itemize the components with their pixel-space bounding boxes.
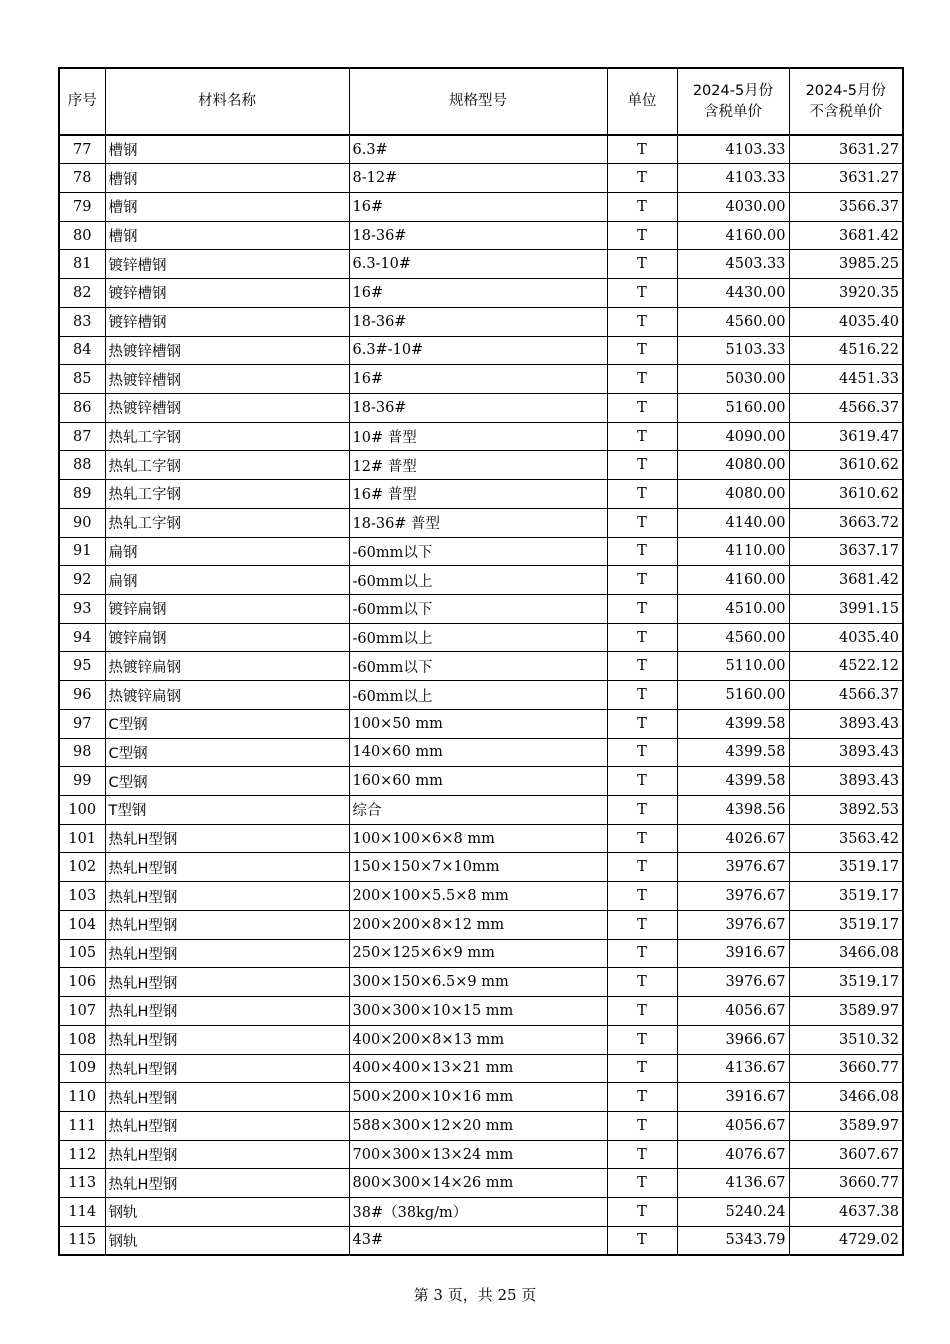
cell-no: 114	[59, 1198, 105, 1227]
cell-no: 77	[59, 135, 105, 164]
table-row	[59, 1198, 903, 1227]
cell-price-notax: 3631.27	[789, 164, 903, 193]
cell-unit: T	[607, 279, 677, 308]
table-row	[59, 796, 903, 825]
cell-no: 96	[59, 681, 105, 710]
cell-no: 94	[59, 623, 105, 652]
cell-name: 热镀锌扁钢	[105, 681, 349, 710]
cell-spec: 18-36# 普型	[349, 508, 607, 537]
cell-price-tax: 4080.00	[677, 480, 789, 509]
table-row	[59, 250, 903, 279]
cell-spec: 18-36#	[349, 221, 607, 250]
cell-unit: T	[607, 135, 677, 164]
cell-spec: 400×400×13×21 mm	[349, 1054, 607, 1083]
table-row	[59, 279, 903, 308]
cell-unit: T	[607, 939, 677, 968]
cell-name: 热轧H型钢	[105, 853, 349, 882]
cell-price-notax: 4637.38	[789, 1198, 903, 1227]
cell-name: 热轧工字钢	[105, 480, 349, 509]
cell-price-tax: 4560.00	[677, 623, 789, 652]
cell-name: 热轧H型钢	[105, 882, 349, 911]
table-row	[59, 480, 903, 509]
price-table	[58, 67, 904, 1256]
cell-spec: -60mm以上	[349, 623, 607, 652]
cell-name: 镀锌槽钢	[105, 279, 349, 308]
cell-price-tax: 3976.67	[677, 853, 789, 882]
cell-price-notax: 3610.62	[789, 451, 903, 480]
cell-unit: T	[607, 681, 677, 710]
table-row	[59, 1111, 903, 1140]
header-price-tax	[677, 68, 789, 135]
cell-spec: 43#	[349, 1226, 607, 1255]
cell-name: 槽钢	[105, 135, 349, 164]
cell-name: 热镀锌扁钢	[105, 652, 349, 681]
cell-price-notax: 3681.42	[789, 566, 903, 595]
table-row	[59, 681, 903, 710]
cell-spec: 18-36#	[349, 393, 607, 422]
cell-spec: 18-36#	[349, 307, 607, 336]
header-spec: 规格型号	[349, 68, 607, 135]
cell-name: 热镀锌槽钢	[105, 336, 349, 365]
cell-name: 钢轨	[105, 1226, 349, 1255]
cell-no: 78	[59, 164, 105, 193]
header-price-notax-line2: 不含税单价	[809, 103, 882, 120]
cell-name: 槽钢	[105, 221, 349, 250]
cell-name: 扁钢	[105, 537, 349, 566]
table-row	[59, 1083, 903, 1112]
cell-price-tax: 4160.00	[677, 566, 789, 595]
cell-no: 107	[59, 997, 105, 1026]
cell-no: 89	[59, 480, 105, 509]
cell-price-tax: 4503.33	[677, 250, 789, 279]
cell-spec: 38#（38kg/m）	[349, 1198, 607, 1227]
cell-unit: T	[607, 1198, 677, 1227]
table-row	[59, 997, 903, 1026]
cell-name: 热轧H型钢	[105, 824, 349, 853]
cell-no: 90	[59, 508, 105, 537]
cell-price-notax: 3637.17	[789, 537, 903, 566]
cell-price-notax: 3619.47	[789, 422, 903, 451]
table-row	[59, 595, 903, 624]
cell-price-notax: 4729.02	[789, 1226, 903, 1255]
cell-price-notax: 3566.37	[789, 192, 903, 221]
header-no: 序号	[59, 68, 105, 135]
cell-no: 113	[59, 1169, 105, 1198]
cell-unit: T	[607, 1083, 677, 1112]
cell-no: 87	[59, 422, 105, 451]
cell-name: 镀锌槽钢	[105, 307, 349, 336]
page-footer: 第 3 页，共 25 页	[413, 1286, 537, 1304]
cell-name: 热轧H型钢	[105, 1025, 349, 1054]
cell-price-tax: 5030.00	[677, 365, 789, 394]
cell-name: C型钢	[105, 767, 349, 796]
cell-spec: 500×200×10×16 mm	[349, 1083, 607, 1112]
cell-unit: T	[607, 451, 677, 480]
cell-name: C型钢	[105, 738, 349, 767]
cell-no: 104	[59, 910, 105, 939]
cell-price-notax: 3991.15	[789, 595, 903, 624]
cell-name: 热轧H型钢	[105, 1111, 349, 1140]
cell-spec: 16#	[349, 192, 607, 221]
cell-unit: T	[607, 393, 677, 422]
cell-name: 热轧H型钢	[105, 1054, 349, 1083]
cell-no: 106	[59, 968, 105, 997]
cell-unit: T	[607, 595, 677, 624]
table-row	[59, 451, 903, 480]
table-row	[59, 221, 903, 250]
cell-price-tax: 4560.00	[677, 307, 789, 336]
cell-price-notax: 4516.22	[789, 336, 903, 365]
cell-no: 112	[59, 1140, 105, 1169]
table-row	[59, 365, 903, 394]
cell-unit: T	[607, 1226, 677, 1255]
cell-spec: -60mm以上	[349, 681, 607, 710]
cell-unit: T	[607, 480, 677, 509]
cell-price-notax: 3893.43	[789, 709, 903, 738]
cell-unit: T	[607, 882, 677, 911]
table-body	[59, 135, 903, 1255]
cell-price-notax: 3589.97	[789, 997, 903, 1026]
cell-unit: T	[607, 968, 677, 997]
cell-price-tax: 3916.67	[677, 1083, 789, 1112]
table-row	[59, 709, 903, 738]
cell-price-notax: 3519.17	[789, 968, 903, 997]
cell-price-notax: 3510.32	[789, 1025, 903, 1054]
cell-name: 热轧H型钢	[105, 910, 349, 939]
cell-no: 111	[59, 1111, 105, 1140]
cell-price-notax: 3892.53	[789, 796, 903, 825]
cell-no: 86	[59, 393, 105, 422]
cell-unit: T	[607, 997, 677, 1026]
cell-no: 115	[59, 1226, 105, 1255]
cell-spec: -60mm以上	[349, 566, 607, 595]
table-row	[59, 853, 903, 882]
cell-price-tax: 5240.24	[677, 1198, 789, 1227]
cell-spec: 300×300×10×15 mm	[349, 997, 607, 1026]
cell-price-tax: 3976.67	[677, 882, 789, 911]
table-header	[59, 68, 903, 135]
cell-no: 88	[59, 451, 105, 480]
cell-name: 镀锌扁钢	[105, 595, 349, 624]
cell-price-tax: 3976.67	[677, 910, 789, 939]
cell-no: 93	[59, 595, 105, 624]
cell-name: C型钢	[105, 709, 349, 738]
cell-name: 热轧H型钢	[105, 1140, 349, 1169]
cell-spec: 综合	[349, 796, 607, 825]
cell-spec: -60mm以下	[349, 595, 607, 624]
cell-no: 83	[59, 307, 105, 336]
cell-no: 108	[59, 1025, 105, 1054]
cell-name: 扁钢	[105, 566, 349, 595]
cell-unit: T	[607, 336, 677, 365]
table-row	[59, 1169, 903, 1198]
cell-price-notax: 3663.72	[789, 508, 903, 537]
cell-name: 热轧H型钢	[105, 997, 349, 1026]
cell-name: 热轧工字钢	[105, 422, 349, 451]
cell-price-tax: 4136.67	[677, 1169, 789, 1198]
cell-spec: 16#	[349, 365, 607, 394]
cell-name: 热轧H型钢	[105, 1083, 349, 1112]
cell-unit: T	[607, 1054, 677, 1083]
cell-spec: 6.3-10#	[349, 250, 607, 279]
header-price-tax-line1: 2024-5月份	[692, 82, 774, 99]
cell-price-tax: 4090.00	[677, 422, 789, 451]
cell-unit: T	[607, 250, 677, 279]
cell-name: 热轧H型钢	[105, 939, 349, 968]
cell-unit: T	[607, 365, 677, 394]
cell-no: 102	[59, 853, 105, 882]
cell-price-tax: 3976.67	[677, 968, 789, 997]
cell-unit: T	[607, 508, 677, 537]
table-row	[59, 422, 903, 451]
cell-unit: T	[607, 1025, 677, 1054]
cell-price-tax: 4026.67	[677, 824, 789, 853]
cell-spec: 200×100×5.5×8 mm	[349, 882, 607, 911]
cell-price-notax: 3519.17	[789, 882, 903, 911]
cell-no: 84	[59, 336, 105, 365]
cell-price-notax: 4035.40	[789, 307, 903, 336]
cell-name: 镀锌扁钢	[105, 623, 349, 652]
header-row	[59, 68, 903, 135]
cell-unit: T	[607, 1169, 677, 1198]
cell-price-notax: 4566.37	[789, 393, 903, 422]
cell-unit: T	[607, 652, 677, 681]
cell-no: 95	[59, 652, 105, 681]
cell-no: 81	[59, 250, 105, 279]
cell-spec: 6.3#	[349, 135, 607, 164]
table-row	[59, 1054, 903, 1083]
header-price-tax-line2: 含税单价	[704, 103, 762, 120]
table-row	[59, 307, 903, 336]
cell-spec: 10# 普型	[349, 422, 607, 451]
cell-unit: T	[607, 1111, 677, 1140]
cell-unit: T	[607, 164, 677, 193]
cell-name: 热轧H型钢	[105, 1169, 349, 1198]
cell-price-tax: 5110.00	[677, 652, 789, 681]
cell-unit: T	[607, 221, 677, 250]
cell-price-tax: 4399.58	[677, 738, 789, 767]
cell-price-tax: 4103.33	[677, 135, 789, 164]
cell-spec: 16# 普型	[349, 480, 607, 509]
cell-no: 105	[59, 939, 105, 968]
cell-spec: -60mm以下	[349, 652, 607, 681]
cell-price-notax: 3631.27	[789, 135, 903, 164]
cell-price-tax: 5160.00	[677, 393, 789, 422]
table-row	[59, 882, 903, 911]
cell-unit: T	[607, 767, 677, 796]
cell-unit: T	[607, 623, 677, 652]
cell-no: 97	[59, 709, 105, 738]
cell-no: 85	[59, 365, 105, 394]
cell-price-tax: 5103.33	[677, 336, 789, 365]
cell-price-notax: 3589.97	[789, 1111, 903, 1140]
cell-price-tax: 3916.67	[677, 939, 789, 968]
cell-price-notax: 3893.43	[789, 738, 903, 767]
cell-spec: 588×300×12×20 mm	[349, 1111, 607, 1140]
header-name: 材料名称	[105, 68, 349, 135]
cell-price-tax: 3966.67	[677, 1025, 789, 1054]
cell-price-notax: 4451.33	[789, 365, 903, 394]
cell-spec: 250×125×6×9 mm	[349, 939, 607, 968]
cell-price-notax: 3985.25	[789, 250, 903, 279]
cell-unit: T	[607, 796, 677, 825]
cell-price-notax: 4035.40	[789, 623, 903, 652]
cell-unit: T	[607, 192, 677, 221]
cell-price-tax: 4030.00	[677, 192, 789, 221]
cell-price-tax: 4399.58	[677, 709, 789, 738]
table-row	[59, 1025, 903, 1054]
cell-price-tax: 4136.67	[677, 1054, 789, 1083]
cell-no: 103	[59, 882, 105, 911]
cell-unit: T	[607, 853, 677, 882]
table-row	[59, 164, 903, 193]
cell-no: 99	[59, 767, 105, 796]
cell-spec: 100×100×6×8 mm	[349, 824, 607, 853]
cell-unit: T	[607, 738, 677, 767]
cell-price-notax: 3610.62	[789, 480, 903, 509]
cell-name: 热轧工字钢	[105, 508, 349, 537]
cell-spec: 140×60 mm	[349, 738, 607, 767]
cell-no: 98	[59, 738, 105, 767]
cell-price-notax: 3893.43	[789, 767, 903, 796]
cell-price-notax: 3607.67	[789, 1140, 903, 1169]
cell-price-notax: 3660.77	[789, 1054, 903, 1083]
cell-price-tax: 4398.56	[677, 796, 789, 825]
cell-unit: T	[607, 910, 677, 939]
cell-spec: 160×60 mm	[349, 767, 607, 796]
table-row	[59, 393, 903, 422]
cell-no: 80	[59, 221, 105, 250]
cell-spec: 6.3#-10#	[349, 336, 607, 365]
cell-no: 92	[59, 566, 105, 595]
table-row	[59, 968, 903, 997]
cell-unit: T	[607, 307, 677, 336]
cell-name: 钢轨	[105, 1198, 349, 1227]
table-row	[59, 566, 903, 595]
cell-no: 79	[59, 192, 105, 221]
cell-spec: 700×300×13×24 mm	[349, 1140, 607, 1169]
cell-price-tax: 5160.00	[677, 681, 789, 710]
cell-unit: T	[607, 422, 677, 451]
cell-spec: 12# 普型	[349, 451, 607, 480]
cell-spec: 8-12#	[349, 164, 607, 193]
cell-price-notax: 4522.12	[789, 652, 903, 681]
table-row	[59, 623, 903, 652]
cell-name: 槽钢	[105, 164, 349, 193]
cell-unit: T	[607, 1140, 677, 1169]
cell-price-notax: 3681.42	[789, 221, 903, 250]
cell-price-tax: 4160.00	[677, 221, 789, 250]
cell-price-tax: 4103.33	[677, 164, 789, 193]
table-row	[59, 738, 903, 767]
cell-name: 热轧工字钢	[105, 451, 349, 480]
cell-spec: 200×200×8×12 mm	[349, 910, 607, 939]
cell-spec: 100×50 mm	[349, 709, 607, 738]
cell-unit: T	[607, 537, 677, 566]
table-row	[59, 910, 903, 939]
cell-no: 82	[59, 279, 105, 308]
cell-spec: -60mm以下	[349, 537, 607, 566]
cell-unit: T	[607, 709, 677, 738]
cell-name: 热镀锌槽钢	[105, 365, 349, 394]
table-row	[59, 508, 903, 537]
cell-spec: 16#	[349, 279, 607, 308]
cell-price-tax: 4510.00	[677, 595, 789, 624]
cell-price-notax: 3920.35	[789, 279, 903, 308]
table-row	[59, 192, 903, 221]
cell-name: 热轧H型钢	[105, 968, 349, 997]
cell-no: 109	[59, 1054, 105, 1083]
cell-unit: T	[607, 566, 677, 595]
cell-price-notax: 4566.37	[789, 681, 903, 710]
cell-no: 101	[59, 824, 105, 853]
cell-no: 110	[59, 1083, 105, 1112]
cell-spec: 400×200×8×13 mm	[349, 1025, 607, 1054]
table-row	[59, 537, 903, 566]
table-row	[59, 767, 903, 796]
header-price-notax	[789, 68, 903, 135]
cell-name: 镀锌槽钢	[105, 250, 349, 279]
cell-price-tax: 4430.00	[677, 279, 789, 308]
cell-no: 100	[59, 796, 105, 825]
cell-name: 槽钢	[105, 192, 349, 221]
header-unit: 单位	[607, 68, 677, 135]
cell-price-tax: 4056.67	[677, 997, 789, 1026]
cell-price-notax: 3466.08	[789, 1083, 903, 1112]
cell-price-notax: 3519.17	[789, 853, 903, 882]
cell-price-tax: 4056.67	[677, 1111, 789, 1140]
cell-price-tax: 4399.58	[677, 767, 789, 796]
cell-name: 热镀锌槽钢	[105, 393, 349, 422]
cell-price-notax: 3519.17	[789, 910, 903, 939]
table-row	[59, 336, 903, 365]
cell-spec: 300×150×6.5×9 mm	[349, 968, 607, 997]
cell-price-notax: 3563.42	[789, 824, 903, 853]
cell-price-tax: 5343.79	[677, 1226, 789, 1255]
cell-price-tax: 4140.00	[677, 508, 789, 537]
table-row	[59, 824, 903, 853]
cell-price-tax: 4080.00	[677, 451, 789, 480]
cell-spec: 800×300×14×26 mm	[349, 1169, 607, 1198]
cell-price-tax: 4076.67	[677, 1140, 789, 1169]
cell-spec: 150×150×7×10mm	[349, 853, 607, 882]
table-row	[59, 1140, 903, 1169]
table-row	[59, 652, 903, 681]
header-price-notax-line1: 2024-5月份	[805, 82, 886, 99]
cell-price-tax: 4110.00	[677, 537, 789, 566]
cell-no: 91	[59, 537, 105, 566]
cell-price-notax: 3466.08	[789, 939, 903, 968]
table-row	[59, 135, 903, 164]
table-row	[59, 1226, 903, 1255]
cell-name: T型钢	[105, 796, 349, 825]
cell-unit: T	[607, 824, 677, 853]
table-row	[59, 939, 903, 968]
cell-price-notax: 3660.77	[789, 1169, 903, 1198]
